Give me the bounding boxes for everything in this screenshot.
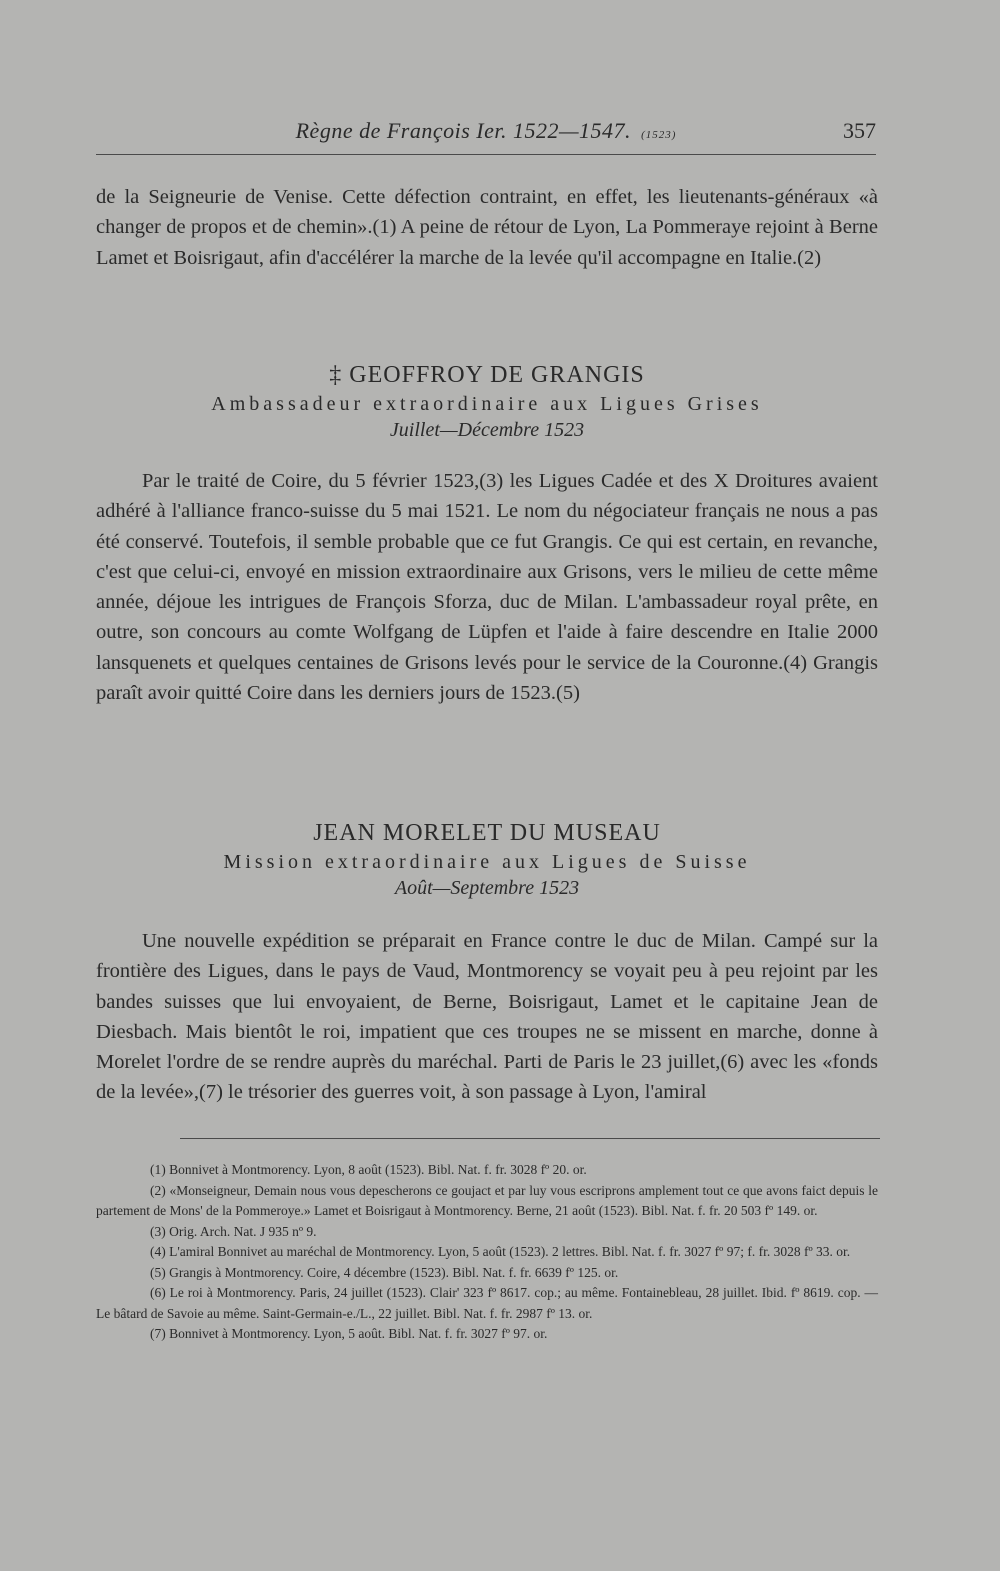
- section2-body: [96, 926, 878, 1108]
- page-number: 357: [843, 118, 876, 143]
- footnote-5: (5) Grangis à Montmorency. Coire, 4 décembre (1523). Bibl. Nat. f. fr. 6639 fº 125. or.: [150, 1264, 619, 1280]
- footnote-2: (2) «Monseigneur, Demain nous vous depescherons ce goujact et par luy vous escriprons amplement tout ce que avons faict depuis le partement de Mons' de la Pommeroye.» Lamet et Boisrigaut à Montmorency. Berne, 21 août (1523). Bibl. Nat. f. fr. 20 503 fº 149. or.: [96, 1182, 878, 1218]
- section2-paragraph: Une nouvelle expédition se préparait en France contre le duc de Milan. Campé sur la frontière des Ligues, dans le pays de Vaud, Montmorency se voyait peu à peu rejoint par les bandes suisses que lui envoyaient, de Berne, Boisrigaut, Lamet et le capitaine Jean de Diesbach. Mais bientôt le roi, impatient que ces troupes ne se missent en marche, donne à Morelet l'ordre de se rendre auprès du maréchal. Parti de Paris le 23 juillet,(6) avec les «fonds de la levée»,(7) le trésorier des guerres voit, à son passage à Lyon, l'amiral: [96, 930, 878, 1104]
- running-head-title-text: Règne de François Ier. 1522—1547.: [295, 118, 632, 143]
- running-head: [96, 118, 876, 148]
- header-rule: [96, 154, 876, 155]
- footnotes: [96, 1160, 878, 1345]
- intro-paragraph-text: de la Seigneurie de Venise. Cette défection contraint, en effet, les lieutenants-généraux «à changer de propos et de chemin».(1) A peine de rétour de Lyon, La Pommeraye rejoint à Berne Lamet et Boisrigaut, afin d'accélérer la marche de la levée qu'il accompagne en Italie.(2): [96, 186, 878, 269]
- footnote-rule: [180, 1138, 880, 1139]
- section-heading-grangis: [96, 362, 878, 442]
- footnote-6: (6) Le roi à Montmorency. Paris, 24 juillet (1523). Clair' 323 fº 8617. cop.; au même. Fontainebleau, 28 juillet. Ibid. fº 8619. cop. — Le bâtard de Savoie au même. Saint-Germain-e./L., 22 juillet. Bibl. Nat. f. fr. 2987 fº 13. or.: [96, 1285, 878, 1321]
- section1-dates: Juillet—Décembre 1523: [389, 419, 585, 441]
- footnote-1: (1) Bonnivet à Montmorency. Lyon, 8 août (1523). Bibl. Nat. f. fr. 3028 fº 20. or.: [150, 1162, 587, 1177]
- section2-name: JEAN MORELET DU MUSEAU: [313, 820, 661, 846]
- section2-role: Mission extraordinaire aux Ligues de Suisse: [223, 851, 751, 873]
- footnote-3: (3) Orig. Arch. Nat. J 935 nº 9.: [150, 1223, 317, 1239]
- section1-paragraph: Par le traité de Coire, du 5 février 1523,(3) les Ligues Cadée et des X Droitures avaient adhéré à l'alliance franco-suisse du 5 mai 1521. Le nom du négociateur français ne nous a pas été conservé. Toutefois, il semble probable que ce fut Grangis. Ce qui est certain, en revanche, c'est que celui-ci, envoyé en mission extraordinaire aux Grisons, vers le milieu de cette même année, déjoue les intrigues de François Sforza, duc de Milan. L'ambassadeur royal prête, en outre, son concours au comte Wolfgang de Lüpfen et l'aide à faire descendre en Italie 2000 lansquenets et quelques centaines de Grisons levés pour le service de la Couronne.(4) Grangis paraît avoir quitté Coire dans les derniers jours de 1523.(5): [96, 470, 878, 705]
- section1-name: ‡ GEOFFROY DE GRANGIS: [329, 362, 645, 388]
- section2-dates: Août—Septembre 1523: [394, 877, 580, 899]
- running-head-title: [96, 118, 876, 144]
- section1-body: [96, 466, 878, 708]
- running-head-year: (1523): [641, 129, 677, 141]
- footnote-4: (4) L'amiral Bonnivet au maréchal de Montmorency. Lyon, 5 août (1523). 2 lettres. Bibl. Nat. f. fr. 3027 fº 97; f. fr. 3028 fº 33. or.: [150, 1244, 851, 1259]
- section1-role: Ambassadeur extraordinaire aux Ligues Grises: [211, 393, 763, 415]
- footnote-7: (7) Bonnivet à Montmorency. Lyon, 5 août. Bibl. Nat. f. fr. 3027 fº 97. or.: [150, 1326, 548, 1341]
- intro-paragraph: [96, 182, 878, 273]
- section-heading-morelet: [96, 820, 878, 900]
